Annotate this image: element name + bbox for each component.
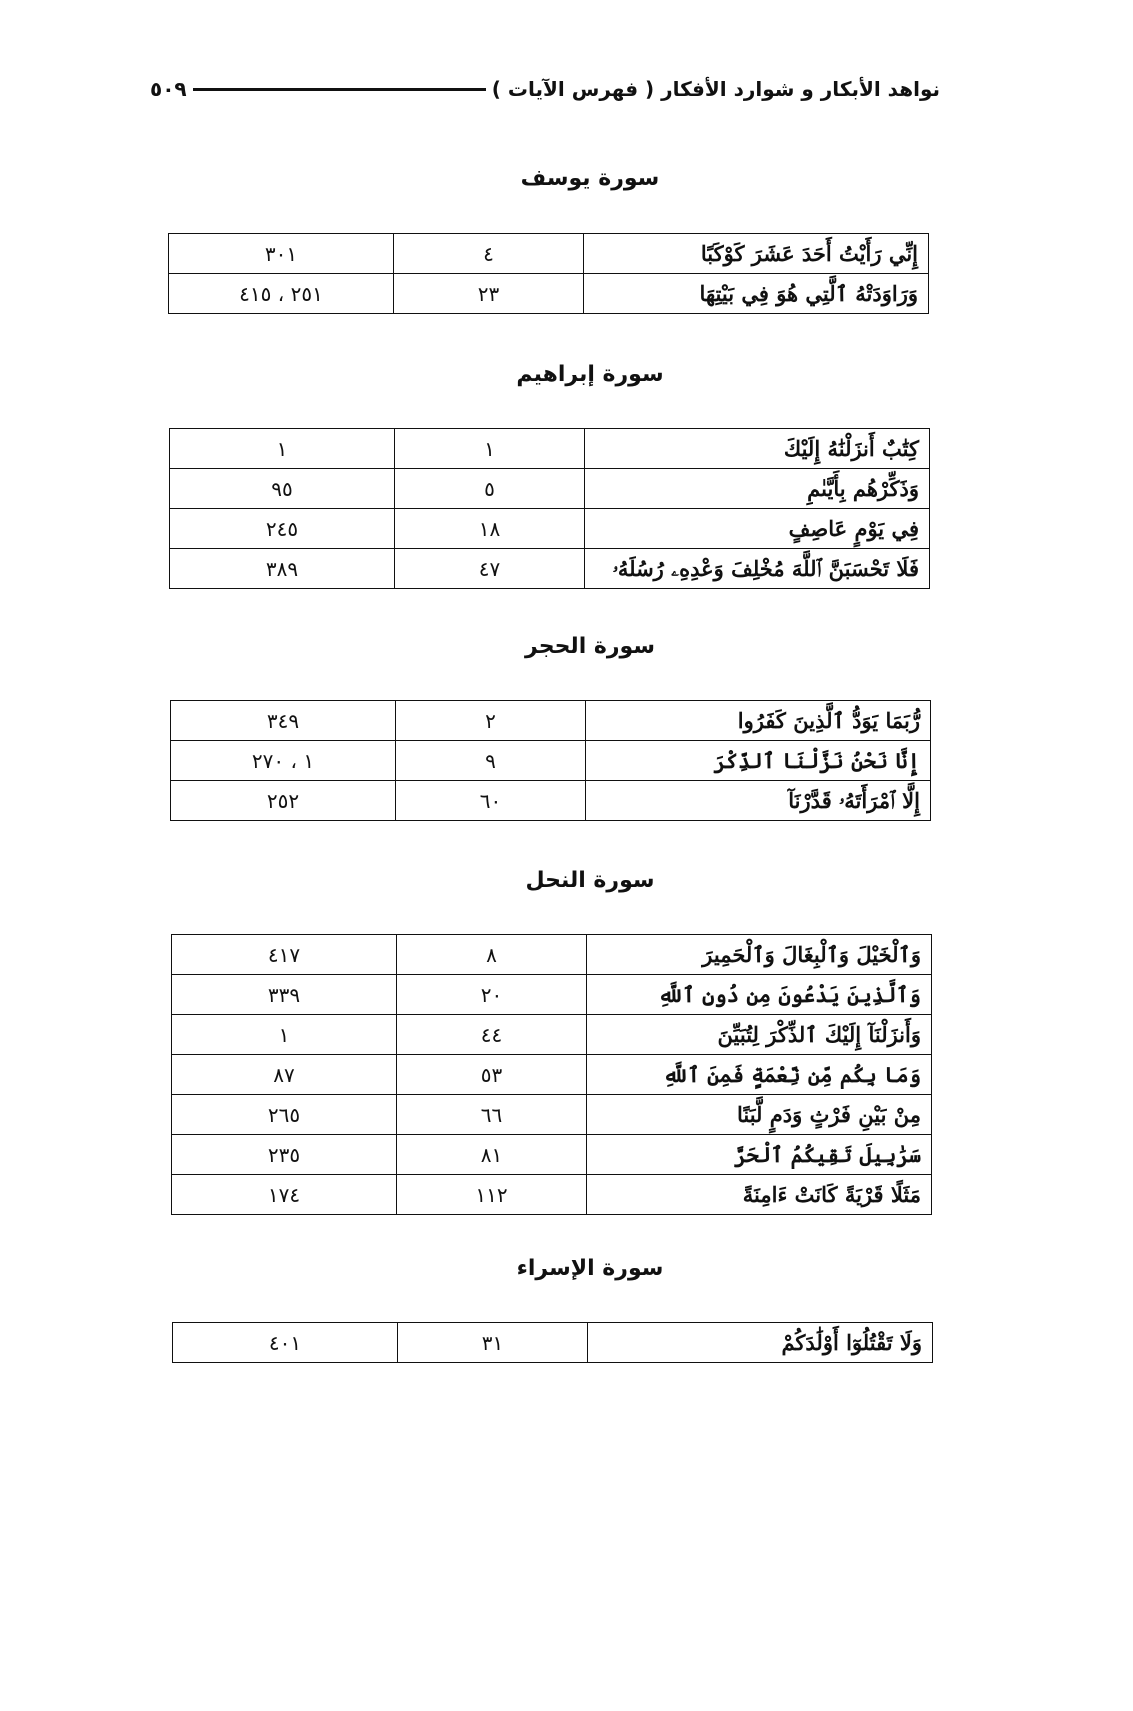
page-references: ١ [172,1015,397,1055]
page-references: ٩٥ [170,469,395,509]
verse-text: وَذَكِّرْهُم بِأَيَّىٰمِ [585,469,930,509]
surah-title: سورة الحجر [525,634,655,659]
page-references: ٢٣٥ [172,1135,397,1175]
ayah-number: ٨١ [397,1135,587,1175]
verse-table [171,934,932,1215]
page-references: ٢٥١ ، ٤١٥ [169,274,394,314]
verse-text: سَرَٰبِيلَ تَقِيكُمُ ٱلْحَرَّ [587,1135,932,1175]
page-references: ٤٠١ [173,1323,398,1363]
header-title: نواهد الأبكار و شوارد الأفكار ( فهرس الآيات ) [491,77,940,101]
table-row [172,1015,932,1055]
page-references: ٤١٧ [172,935,397,975]
verse-text: وَٱلَّذِينَ يَدْعُونَ مِن دُونِ ٱللَّهِ [587,975,932,1015]
table-row [173,1323,933,1363]
surah-title: سورة الإسراء [516,1256,664,1281]
ayah-number: ٤ [394,234,584,274]
ayah-number: ٢٠ [397,975,587,1015]
page-references: ١ [170,429,395,469]
table-row [170,549,930,589]
surah-title: سورة يوسف [520,166,660,191]
ayah-number: ٤٧ [395,549,585,589]
verse-text: مَثَلًا قَرْيَةً كَانَتْ ءَامِنَةً [587,1175,932,1215]
table-row [170,509,930,549]
ayah-number: ٤٤ [397,1015,587,1055]
ayah-number: ٨ [397,935,587,975]
page-number: ٥٠٩ [150,77,187,101]
page-references: ١ ، ٢٧٠ [171,741,396,781]
ayah-number: ٩ [396,741,586,781]
verse-text: وَٱلْخَيْلَ وَٱلْبِغَالَ وَٱلْحَمِيرَ [587,935,932,975]
page-references: ٢٤٥ [170,509,395,549]
table-row [172,935,932,975]
verse-text: وَلَا تَقْتُلُوٓا أَوْلَٰدَكُمْ [588,1323,933,1363]
ayah-number: ٢ [396,701,586,741]
verse-text: فَلَا تَحْسَبَنَّ ٱللَّهَ مُخْلِفَ وَعْدِهِۦ رُسُلَهُۥ [585,549,930,589]
verse-table [169,428,930,589]
table-row [172,1135,932,1175]
table-row [169,234,929,274]
page-references: ٣٠١ [169,234,394,274]
page-references: ٢٥٢ [171,781,396,821]
ayah-number: ١١٢ [397,1175,587,1215]
ayah-number: ٦٦ [397,1095,587,1135]
surah-title: سورة إبراهيم [516,362,664,387]
ayah-number: ٣١ [398,1323,588,1363]
page-references: ٣٤٩ [171,701,396,741]
verse-text: وَأَنزَلْنَآ إِلَيْكَ ٱلذِّكْرَ لِتُبَيِّنَ [587,1015,932,1055]
verse-text: وَرَاوَدَتْهُ ٱلَّتِي هُوَ فِي بَيْتِهَا [584,274,929,314]
ayah-number: ٥٣ [397,1055,587,1095]
verse-text: مِنْ بَيْنِ فَرْثٍ وَدَمٍ لَّبَنًا [587,1095,932,1135]
verse-text: إِلَّا ٱمْرَأَتَهُۥ قَدَّرْنَآ [586,781,931,821]
table-row [171,701,931,741]
verse-table [168,233,929,314]
page-references: ٣٨٩ [170,549,395,589]
page-references: ١٧٤ [172,1175,397,1215]
ayah-number: ١٨ [395,509,585,549]
header-rule [193,88,486,91]
ayah-number: ٥ [395,469,585,509]
table-row [170,429,930,469]
page-references: ٣٣٩ [172,975,397,1015]
table-row [172,1095,932,1135]
verse-text: رُّبَمَا يَوَدُّ ٱلَّذِينَ كَفَرُوا [586,701,931,741]
verse-text: فِي يَوْمٍ عَاصِفٍ [585,509,930,549]
table-row [170,469,930,509]
ayah-number: ٢٣ [394,274,584,314]
verse-text: كِتَٰبٌ أَنزَلْنَٰهُ إِلَيْكَ [585,429,930,469]
verse-text: إِنَّا نَحْنُ نَزَّلْنَا ٱلذِّكْرَ [586,741,931,781]
verse-table [170,700,931,821]
ayah-number: ١ [395,429,585,469]
table-row [171,781,931,821]
page-references: ٢٦٥ [172,1095,397,1135]
verse-text: وَمَا بِكُم مِّن نِّعْمَةٍ فَمِنَ ٱللَّهِ [587,1055,932,1095]
table-row [172,975,932,1015]
running-header [150,72,940,106]
page-references: ٨٧ [172,1055,397,1095]
table-row [172,1055,932,1095]
ayah-number: ٦٠ [396,781,586,821]
table-row [172,1175,932,1215]
table-row [171,741,931,781]
verse-text: إِنِّي رَأَيْتُ أَحَدَ عَشَرَ كَوْكَبًا [584,234,929,274]
verse-table [172,1322,933,1363]
table-row [169,274,929,314]
surah-title: سورة النحل [525,868,655,893]
